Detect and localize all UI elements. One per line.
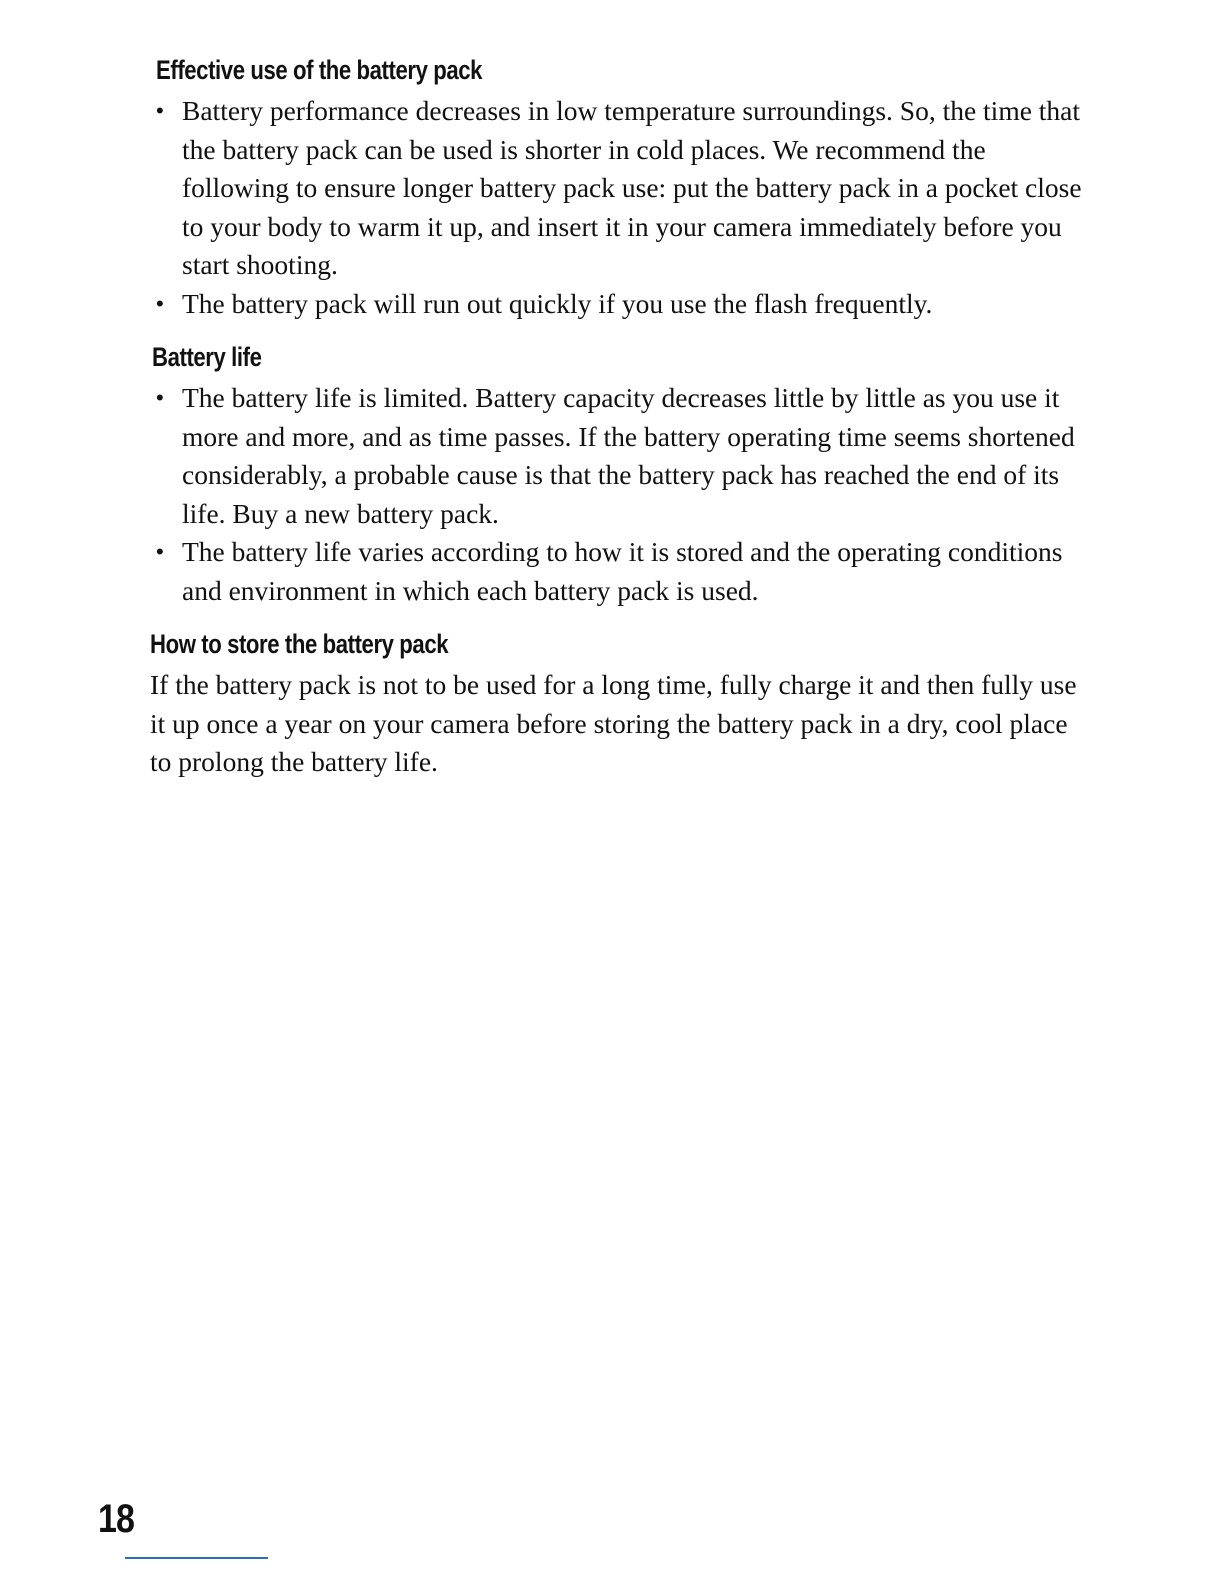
bullet-list bbox=[150, 92, 1085, 323]
section-store-battery bbox=[150, 624, 1085, 782]
footer-rule bbox=[125, 1557, 268, 1559]
bullet-icon: • bbox=[156, 539, 164, 564]
section-effective-use bbox=[150, 50, 1085, 323]
bullet-icon: • bbox=[156, 385, 164, 410]
section-battery-life bbox=[150, 337, 1085, 610]
section-paragraph: If the battery pack is not to be used for a long time, fully charge it and then fully use it up once a year on your camera before storing the battery pack in a dry, cool place to prolong the battery life. bbox=[150, 669, 1077, 777]
bullet-text: The battery pack will run out quickly if you use the flash frequently. bbox=[182, 287, 933, 319]
page-content bbox=[150, 50, 1085, 782]
page-number: 18 bbox=[98, 1497, 135, 1541]
bullet-text: The battery life varies according to how it is stored and the operating conditions and environment in which each battery pack is used. bbox=[182, 536, 1063, 606]
bullet-icon: • bbox=[156, 290, 164, 316]
bullet-item bbox=[154, 92, 1085, 285]
section-heading: How to store the battery pack bbox=[150, 629, 449, 659]
section-heading: Effective use of the battery pack bbox=[156, 55, 483, 85]
bullet-text: Battery performance decreases in low temperature surroundings. So, the time that the battery pack can be used is shorter in cold places. We recommend the following to ensure longer battery pack use: put the battery pack in a pocket close to your body to warm it up, and insert it in your camera immediately before you start shooting. bbox=[182, 95, 1082, 280]
bullet-text: The battery life is limited. Battery capacity decreases little by little as you use it more and more, and as time passes. If the battery operating time seems shortened considerably, a probable cause is that the battery pack has reached the end of its life. Buy a new battery pack. bbox=[182, 382, 1075, 529]
section-heading: Battery life bbox=[152, 342, 262, 372]
bullet-item bbox=[154, 379, 1085, 533]
bullet-list bbox=[150, 379, 1085, 610]
bullet-item bbox=[154, 285, 1085, 324]
bullet-icon: • bbox=[156, 98, 164, 123]
bullet-item bbox=[154, 533, 1085, 610]
